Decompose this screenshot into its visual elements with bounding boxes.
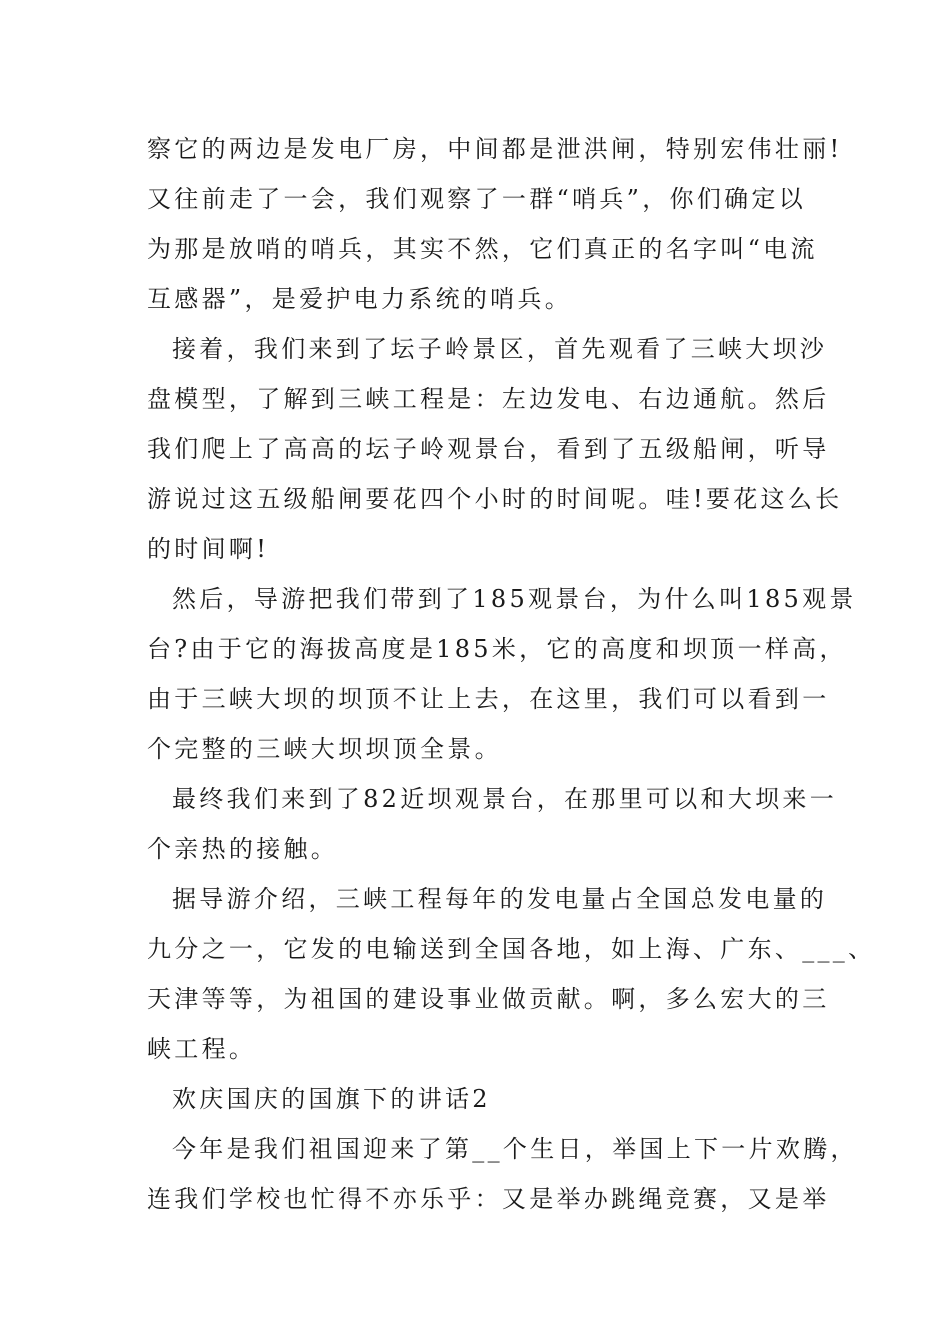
text-line: 个完整的三峡大坝坝顶全景。 xyxy=(147,735,502,763)
section-heading: 欢庆国庆的国旗下的讲话2 xyxy=(172,1085,491,1113)
text-line: 天津等等，为祖国的建设事业做贡献。啊，多么宏大的三 xyxy=(147,985,830,1013)
paragraph-start-line: 据导游介绍，三峡工程每年的发电量占全国总发电量的 xyxy=(172,885,828,913)
text-line: 由于三峡大坝的坝顶不让上去，在这里，我们可以看到一 xyxy=(147,685,830,713)
text-line: 九分之一，它发的电输送到全国各地，如上海、广东、___、 xyxy=(147,935,876,963)
text-line: 游说过这五级船闸要花四个小时的时间呢。哇!要花这么长 xyxy=(147,485,843,513)
paragraph-start-line: 然后，导游把我们带到了185观景台，为什么叫185观景 xyxy=(172,585,857,613)
text-line: 察它的两边是发电厂房，中间都是泄洪闸，特别宏伟壮丽! xyxy=(147,135,843,163)
text-line: 又往前走了一会，我们观察了一群“哨兵”，你们确定以 xyxy=(147,185,807,213)
paragraph-start-line: 接着，我们来到了坛子岭景区，首先观看了三峡大坝沙 xyxy=(172,335,828,363)
text-line: 我们爬上了高高的坛子岭观景台，看到了五级船闸，听导 xyxy=(147,435,830,463)
paragraph-start-line: 今年是我们祖国迎来了第__个生日，举国上下一片欢腾， xyxy=(172,1135,858,1163)
text-line: 的时间啊! xyxy=(147,535,270,563)
text-line: 峡工程。 xyxy=(147,1035,257,1063)
text-line: 为那是放哨的哨兵，其实不然，它们真正的名字叫“电流 xyxy=(147,235,818,263)
text-line: 个亲热的接触。 xyxy=(147,835,339,863)
text-line: 盘模型，了解到三峡工程是：左边发电、右边通航。然后 xyxy=(147,385,830,413)
text-line: 互感器”，是爱护电力系统的哨兵。 xyxy=(147,285,573,313)
text-line: 台?由于它的海拔高度是185米，它的高度和坝顶一样高， xyxy=(147,635,847,663)
text-line: 连我们学校也忙得不亦乐乎：又是举办跳绳竞赛，又是举 xyxy=(147,1185,830,1213)
paragraph-start-line: 最终我们来到了82近坝观景台，在那里可以和大坝来一 xyxy=(172,785,838,813)
